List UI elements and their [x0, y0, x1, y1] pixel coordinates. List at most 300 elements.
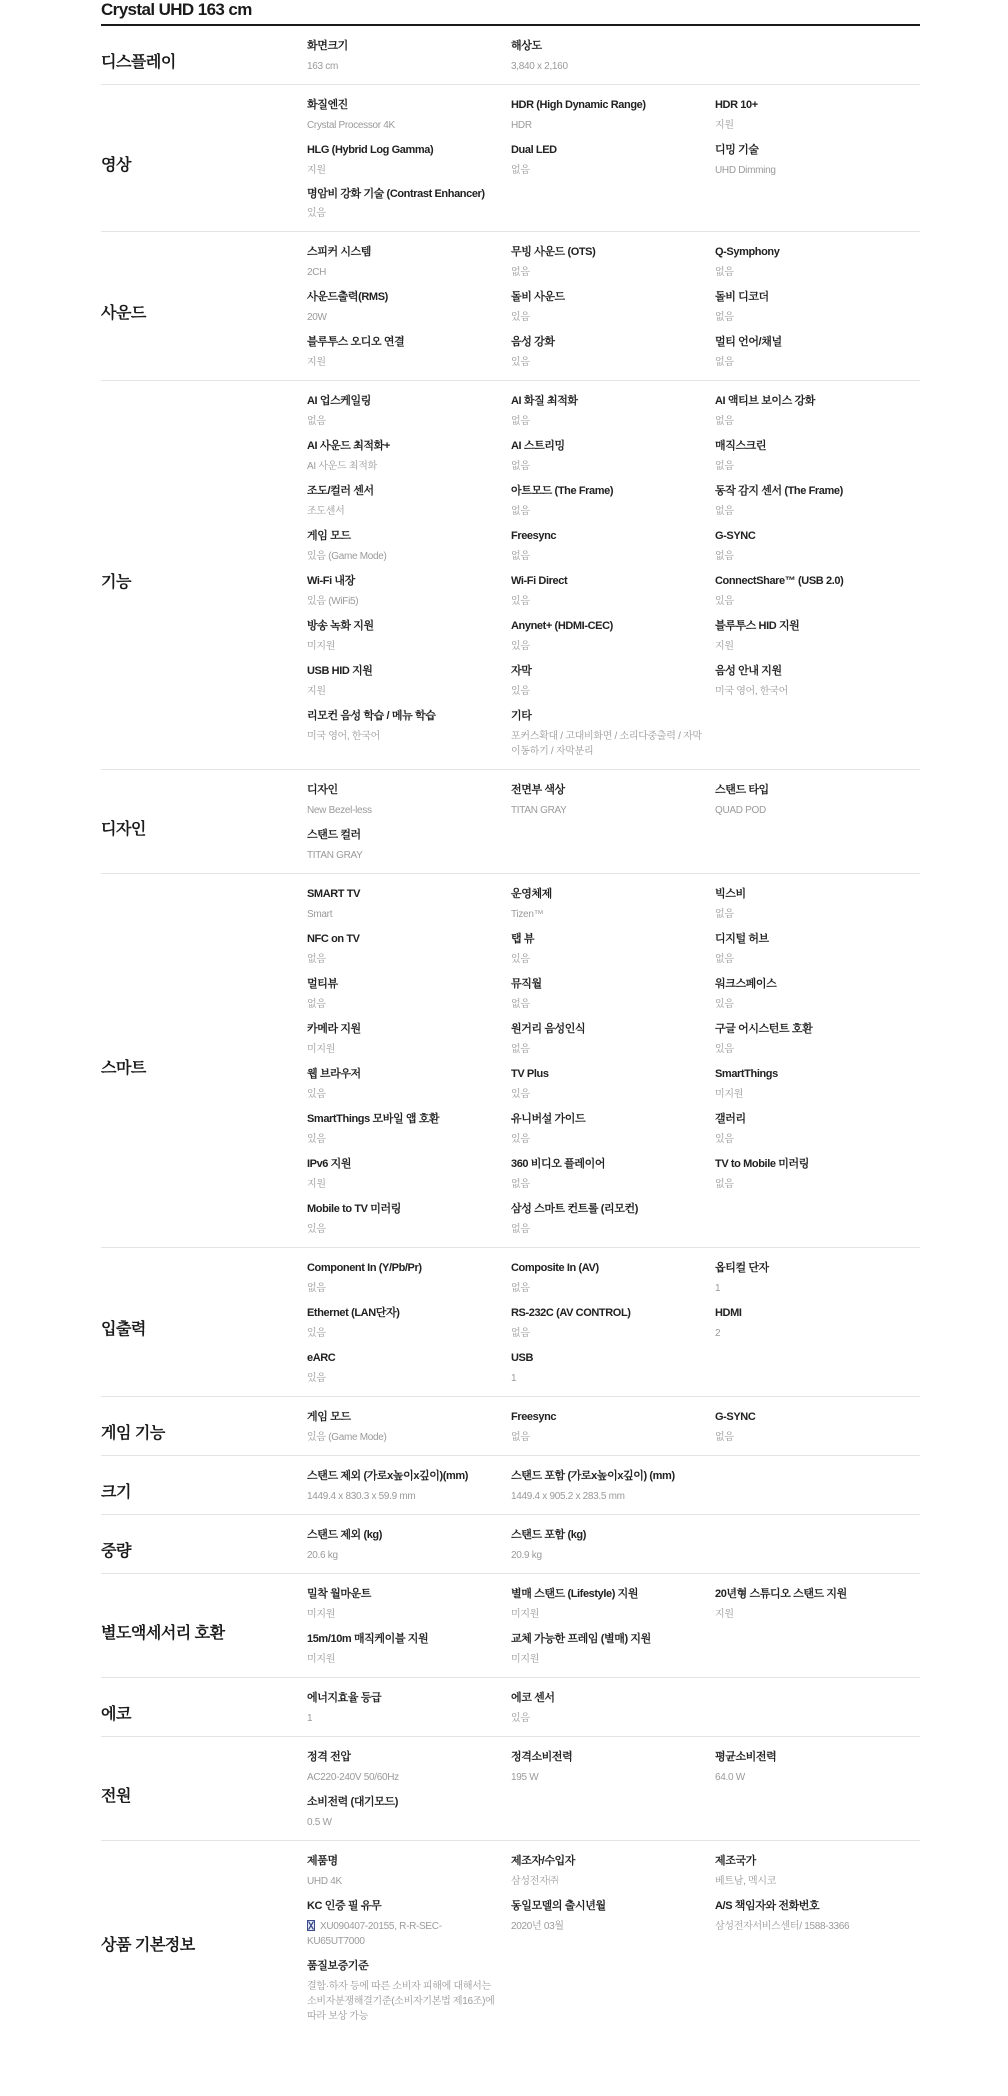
spec-value: 미지원	[307, 1654, 336, 1665]
spec-value: 없음	[511, 551, 530, 562]
spec-item	[307, 1111, 511, 1147]
spec-label: TV to Mobile 미러링	[715, 1158, 809, 1170]
spec-item	[307, 1898, 511, 1949]
kc-certification-number: XU090407-20155, R-R-SEC-KU65UT7000	[307, 1921, 442, 1947]
kc-certification-icon	[307, 1920, 315, 1931]
spec-value: 있음	[715, 999, 734, 1010]
spec-value: 없음	[511, 1044, 530, 1055]
spec-value: 지원	[307, 686, 326, 697]
section-title: 사운드	[101, 305, 146, 322]
spec-item	[511, 708, 715, 759]
spec-label: 매직스크린	[715, 440, 767, 452]
spec-label: 해상도	[511, 40, 542, 52]
spec-label: 무빙 사운드 (OTS)	[511, 246, 596, 258]
spec-value: 없음	[511, 1224, 530, 1235]
spec-value	[307, 1919, 499, 1949]
spec-item	[307, 827, 511, 863]
spec-value: 없음	[715, 461, 734, 472]
spec-item	[307, 1853, 511, 1889]
spec-item	[511, 38, 715, 74]
spec-value: 0.5 W	[307, 1817, 332, 1828]
spec-item	[511, 931, 715, 967]
spec-label: G-SYNC	[715, 530, 756, 542]
spec-value: 있음	[307, 1373, 326, 1384]
spec-grid	[307, 1527, 920, 1572]
spec-label: 웹 브라우저	[307, 1068, 361, 1080]
spec-item	[715, 483, 920, 519]
spec-value: 없음	[715, 312, 734, 323]
spec-item	[307, 886, 511, 922]
section-title: 디스플레이	[101, 54, 176, 71]
spec-item	[307, 1794, 511, 1830]
spec-item	[307, 1527, 511, 1563]
spec-label: 워크스페이스	[715, 978, 777, 990]
spec-item	[511, 1586, 715, 1622]
spec-value: 지원	[307, 165, 326, 176]
spec-value: 1	[307, 1713, 313, 1724]
spec-value: 2	[715, 1328, 721, 1339]
spec-label: 음성 안내 지원	[715, 665, 782, 677]
spec-label: 360 비디오 플레이어	[511, 1158, 606, 1170]
section-title: 크기	[101, 1484, 131, 1501]
spec-value: 3,840 x 2,160	[511, 61, 568, 72]
spec-value: 미국 영어, 한국어	[715, 686, 788, 697]
spec-item	[715, 244, 920, 280]
spec-label: 밀착 월마운트	[307, 1588, 372, 1600]
spec-item	[511, 1350, 715, 1386]
spec-item	[511, 1111, 715, 1147]
spec-section	[101, 1248, 920, 1397]
spec-value: 있음	[511, 357, 530, 368]
spec-item	[715, 1111, 920, 1147]
spec-value: 미지원	[307, 641, 336, 652]
spec-section	[101, 26, 920, 85]
spec-label: Mobile to TV 미러링	[307, 1203, 401, 1215]
spec-label: 멀티 언어/채널	[715, 336, 782, 348]
spec-value: 없음	[511, 1328, 530, 1339]
spec-value: 없음	[307, 1283, 326, 1294]
spec-section	[101, 770, 920, 874]
spec-item	[511, 289, 715, 325]
spec-item	[511, 618, 715, 654]
spec-label: 운영체제	[511, 888, 552, 900]
spec-label: 스탠드 제외 (가로x높이x깊이)(mm)	[307, 1470, 469, 1482]
section-title: 별도액세서리 호환	[101, 1624, 225, 1642]
spec-value: 있음 (Game Mode)	[307, 1432, 387, 1443]
spec-value: 포커스확대 / 고대비화면 / 소리다중출력 / 자막이동하기 / 자막분리	[511, 731, 702, 757]
spec-item	[307, 931, 511, 967]
spec-label: 블루투스 HID 지원	[715, 620, 800, 632]
spec-item	[715, 1066, 920, 1102]
spec-value: 지원	[715, 641, 734, 652]
spec-item	[307, 976, 511, 1012]
spec-value: 결함·하자 등에 따른 소비자 피해에 대해서는 소비자분쟁해결기준(소비자기본법 제16조)에 따라 보상 가능	[307, 1981, 495, 2022]
spec-label: KC 인증 필 유무	[307, 1900, 382, 1912]
spec-label: AI 화질 최적화	[511, 395, 578, 407]
spec-value: 있음	[307, 208, 326, 219]
spec-label: 구글 어시스턴트 호환	[715, 1023, 813, 1035]
spec-grid	[307, 38, 920, 83]
spec-item	[307, 1409, 511, 1445]
spec-value: 없음	[715, 551, 734, 562]
spec-item	[307, 663, 511, 699]
spec-value: 없음	[715, 416, 734, 427]
spec-label: HDR 10+	[715, 99, 758, 111]
spec-value: 미지원	[307, 1044, 336, 1055]
spec-item	[511, 438, 715, 474]
spec-value: 있음	[307, 1134, 326, 1145]
spec-label: 정격 전압	[307, 1751, 351, 1763]
spec-item	[307, 187, 511, 221]
spec-value: 지원	[715, 120, 734, 131]
spec-label: Q-Symphony	[715, 246, 780, 258]
spec-label: Wi-Fi 내장	[307, 575, 355, 587]
spec-label: RS-232C (AV CONTROL)	[511, 1307, 631, 1319]
spec-value: 있음	[511, 312, 530, 323]
spec-label: 평균소비전력	[715, 1751, 777, 1763]
spec-item	[307, 438, 511, 474]
section-title: 기능	[101, 574, 131, 591]
spec-label: 스탠드 컬러	[307, 829, 361, 841]
spec-item	[307, 483, 511, 519]
spec-label: Freesync	[511, 1411, 557, 1423]
spec-label: 뮤직월	[511, 978, 542, 990]
spec-grid	[307, 1853, 920, 2033]
spec-item	[307, 618, 511, 654]
spec-grid	[307, 393, 920, 768]
spec-item	[307, 1066, 511, 1102]
spec-value: 지원	[715, 1609, 734, 1620]
spec-value: 없음	[511, 1179, 530, 1190]
spec-label: 스피커 시스템	[307, 246, 372, 258]
spec-item	[511, 1260, 715, 1296]
spec-item	[715, 1749, 920, 1785]
spec-item	[715, 334, 920, 370]
spec-label: SmartThings 모바일 앱 호환	[307, 1113, 440, 1125]
spec-section	[101, 1841, 920, 2034]
spec-value: 조도센서	[307, 506, 345, 517]
spec-label: 명암비 강화 기술 (Contrast Enhancer)	[307, 188, 485, 200]
section-title: 전원	[101, 1787, 131, 1805]
spec-value: 없음	[511, 999, 530, 1010]
spec-item	[307, 1468, 511, 1504]
spec-item	[307, 708, 511, 759]
spec-label: 소비전력 (대기모드)	[307, 1796, 398, 1808]
spec-label: 리모컨 음성 학습 / 메뉴 학습	[307, 710, 436, 722]
spec-item	[307, 38, 511, 74]
spec-item	[511, 1021, 715, 1057]
spec-label: 멀티뷰	[307, 978, 338, 990]
spec-value: TITAN GRAY	[307, 850, 363, 861]
spec-item	[307, 1156, 511, 1192]
spec-section	[101, 1456, 920, 1515]
spec-item	[715, 1156, 920, 1192]
spec-label: 화면크기	[307, 40, 348, 52]
spec-value: 2CH	[307, 267, 327, 278]
spec-grid	[307, 1260, 920, 1395]
spec-label: NFC on TV	[307, 933, 360, 945]
spec-grid	[307, 97, 920, 230]
spec-value: Tizen™	[511, 909, 544, 920]
spec-section	[101, 381, 920, 770]
spec-item	[511, 244, 715, 280]
spec-label: 디밍 기술	[715, 144, 759, 156]
spec-grid	[307, 1690, 920, 1735]
spec-page	[101, 0, 920, 2034]
spec-item	[511, 782, 715, 818]
spec-item	[307, 528, 511, 564]
spec-label: SMART TV	[307, 888, 361, 900]
spec-label: 기타	[511, 710, 532, 722]
spec-label: SmartThings	[715, 1068, 778, 1080]
spec-item	[307, 1690, 511, 1726]
spec-label: 20년형 스튜디오 스탠드 지원	[715, 1588, 847, 1600]
spec-item	[307, 573, 511, 609]
spec-value: 있음	[307, 1328, 326, 1339]
spec-item	[307, 97, 511, 133]
spec-item	[511, 886, 715, 922]
spec-item	[715, 663, 920, 699]
spec-item	[511, 1527, 715, 1563]
spec-item	[715, 438, 920, 474]
spec-label: 디자인	[307, 784, 338, 796]
spec-item	[307, 1586, 511, 1622]
spec-value: 1449.4 x 830.3 x 59.9 mm	[307, 1491, 416, 1502]
spec-value: 20.9 kg	[511, 1550, 542, 1561]
spec-item	[511, 1898, 715, 1949]
spec-label: 에코 센서	[511, 1692, 555, 1704]
spec-item	[307, 1305, 511, 1341]
spec-value: 없음	[511, 1432, 530, 1443]
spec-value: Crystal Processor 4K	[307, 120, 395, 131]
spec-label: 빅스비	[715, 888, 746, 900]
spec-label: 별매 스탠드 (Lifestyle) 지원	[511, 1588, 639, 1600]
spec-label: Composite In (AV)	[511, 1262, 599, 1274]
spec-value: 있음	[511, 641, 530, 652]
section-title: 스마트	[101, 1059, 146, 1077]
spec-label: 교체 가능한 프레임 (별매) 지원	[511, 1633, 651, 1645]
spec-value: 없음	[715, 909, 734, 920]
spec-label: 품질보증기준	[307, 1960, 369, 1972]
spec-item	[715, 1021, 920, 1057]
spec-item	[307, 1631, 511, 1667]
spec-item	[307, 289, 511, 325]
spec-label: 블루투스 오디오 연결	[307, 336, 405, 348]
spec-value: 없음	[307, 999, 326, 1010]
spec-item	[715, 1260, 920, 1296]
spec-label: AI 사운드 최적화+	[307, 440, 390, 452]
spec-value: 있음	[511, 596, 530, 607]
spec-label: 디지털 허브	[715, 933, 769, 945]
spec-section	[101, 1678, 920, 1737]
spec-item	[307, 1260, 511, 1296]
spec-item	[715, 931, 920, 967]
spec-item	[307, 782, 511, 818]
spec-value: AI 사운드 최적화	[307, 461, 377, 472]
spec-value: 있음	[715, 1044, 734, 1055]
spec-item	[511, 528, 715, 564]
spec-label: ConnectShare™ (USB 2.0)	[715, 575, 844, 587]
spec-value: 삼성전자㈜	[511, 1876, 559, 1887]
spec-label: 카메라 지원	[307, 1023, 361, 1035]
spec-value: AC220-240V 50/60Hz	[307, 1772, 399, 1783]
spec-label: HDR (High Dynamic Range)	[511, 99, 646, 111]
spec-label: 자막	[511, 665, 532, 677]
spec-label: TV Plus	[511, 1068, 549, 1080]
spec-value: 163 cm	[307, 61, 338, 72]
spec-value: 없음	[715, 954, 734, 965]
spec-label: 제조자/수입자	[511, 1855, 576, 1867]
section-title: 입출력	[101, 1321, 146, 1338]
spec-item	[307, 393, 511, 429]
spec-item	[511, 1853, 715, 1889]
spec-item	[715, 393, 920, 429]
spec-section	[101, 1397, 920, 1456]
spec-value: 없음	[715, 506, 734, 517]
spec-label: 옵티컬 단자	[715, 1262, 769, 1274]
spec-value: 있음	[511, 1089, 530, 1100]
spec-item	[511, 1156, 715, 1192]
spec-item	[511, 97, 715, 133]
spec-value: 삼성전자서비스센터/ 1588-3366	[715, 1921, 850, 1932]
spec-item	[715, 618, 920, 654]
spec-item	[511, 1631, 715, 1667]
spec-value: QUAD POD	[715, 805, 766, 816]
spec-item	[715, 1409, 920, 1445]
spec-label: 스탠드 포함 (가로x높이x깊이) (mm)	[511, 1470, 675, 1482]
spec-label: 돌비 디코더	[715, 291, 769, 303]
spec-item	[715, 1586, 920, 1622]
section-title: 상품 기본정보	[101, 1936, 195, 1954]
spec-value: UHD 4K	[307, 1876, 342, 1887]
spec-value: 지원	[307, 1179, 326, 1190]
spec-value: 미지원	[307, 1609, 336, 1620]
spec-label: 삼성 스마트 컨트롤 (리모컨)	[511, 1203, 638, 1215]
spec-item	[307, 1749, 511, 1785]
spec-label: G-SYNC	[715, 1411, 756, 1423]
spec-label: HDMI	[715, 1307, 742, 1319]
spec-item	[715, 289, 920, 325]
spec-value: 미지원	[511, 1609, 540, 1620]
spec-label: 스탠드 제외 (kg)	[307, 1529, 383, 1541]
spec-value: 있음	[511, 686, 530, 697]
spec-value: 없음	[715, 267, 734, 278]
spec-value: 베트남, 멕시코	[715, 1876, 777, 1887]
spec-label: HLG (Hybrid Log Gamma)	[307, 144, 434, 156]
section-title: 디자인	[101, 820, 146, 838]
spec-section	[101, 232, 920, 381]
spec-value: 있음	[715, 1134, 734, 1145]
spec-label: 음성 강화	[511, 336, 555, 348]
spec-label: 갤러리	[715, 1113, 746, 1125]
spec-value: 195 W	[511, 1772, 539, 1783]
spec-label: AI 업스케일링	[307, 395, 371, 407]
spec-value: 1	[511, 1373, 517, 1384]
spec-item	[511, 483, 715, 519]
spec-value: 없음	[715, 357, 734, 368]
spec-item	[307, 1958, 511, 2024]
spec-item	[715, 1853, 920, 1889]
spec-grid	[307, 782, 920, 872]
spec-item	[715, 142, 920, 178]
spec-grid	[307, 1409, 920, 1454]
section-title: 에코	[101, 1706, 131, 1723]
spec-item	[511, 1749, 715, 1785]
spec-label: 전면부 색상	[511, 784, 565, 796]
spec-label: 방송 녹화 지원	[307, 620, 374, 632]
spec-item	[511, 1690, 715, 1726]
spec-value: 20.6 kg	[307, 1550, 338, 1561]
spec-value: 있음	[511, 1134, 530, 1145]
spec-value: TITAN GRAY	[511, 805, 567, 816]
spec-label: 아트모드 (The Frame)	[511, 485, 614, 497]
section-title: 중량	[101, 1543, 131, 1560]
spec-value: 미지원	[715, 1089, 744, 1100]
spec-label: 스탠드 포함 (kg)	[511, 1529, 587, 1541]
spec-value: 있음	[511, 1713, 530, 1724]
spec-value: New Bezel-less	[307, 805, 372, 816]
spec-item	[307, 142, 511, 178]
spec-value: 없음	[511, 165, 530, 176]
spec-label: 원거리 음성인식	[511, 1023, 586, 1035]
spec-sections	[101, 26, 920, 2034]
spec-item	[511, 1201, 715, 1237]
spec-item	[511, 573, 715, 609]
spec-value: 없음	[511, 506, 530, 517]
spec-label: 제조국가	[715, 1855, 756, 1867]
spec-grid	[307, 244, 920, 379]
spec-value: 없음	[307, 954, 326, 965]
spec-label: 돌비 사운드	[511, 291, 565, 303]
spec-label: IPv6 지원	[307, 1158, 352, 1170]
section-title: 영상	[101, 157, 131, 174]
spec-label: 동작 감지 센서 (The Frame)	[715, 485, 843, 497]
spec-grid	[307, 1749, 920, 1839]
spec-section	[101, 1737, 920, 1841]
spec-value: 없음	[307, 416, 326, 427]
spec-label: 정격소비전력	[511, 1751, 573, 1763]
spec-label: Component In (Y/Pb/Pr)	[307, 1262, 422, 1274]
spec-value: 없음	[511, 267, 530, 278]
spec-section	[101, 874, 920, 1248]
spec-item	[715, 1305, 920, 1341]
spec-label: Freesync	[511, 530, 557, 542]
spec-item	[307, 1350, 511, 1386]
spec-label: 에너지효율 등급	[307, 1692, 382, 1704]
spec-value: 있음 (Game Mode)	[307, 551, 387, 562]
spec-item	[307, 244, 511, 280]
spec-item	[511, 1409, 715, 1445]
spec-label: 화질엔진	[307, 99, 348, 111]
spec-label: Dual LED	[511, 144, 557, 156]
spec-label: 유니버설 가이드	[511, 1113, 586, 1125]
spec-value: 미국 영어, 한국어	[307, 731, 380, 742]
spec-label: 스탠드 타입	[715, 784, 769, 796]
spec-item	[511, 1066, 715, 1102]
spec-value: 있음	[307, 1224, 326, 1235]
spec-item	[715, 976, 920, 1012]
spec-item	[715, 886, 920, 922]
spec-grid	[307, 1586, 920, 1676]
spec-item	[511, 663, 715, 699]
spec-grid	[307, 886, 920, 1246]
spec-value: HDR	[511, 120, 532, 131]
spec-value: 1	[715, 1283, 721, 1294]
spec-label: eARC	[307, 1352, 336, 1364]
spec-value: 지원	[307, 357, 326, 368]
spec-section	[101, 1515, 920, 1574]
spec-item	[511, 1468, 715, 1504]
